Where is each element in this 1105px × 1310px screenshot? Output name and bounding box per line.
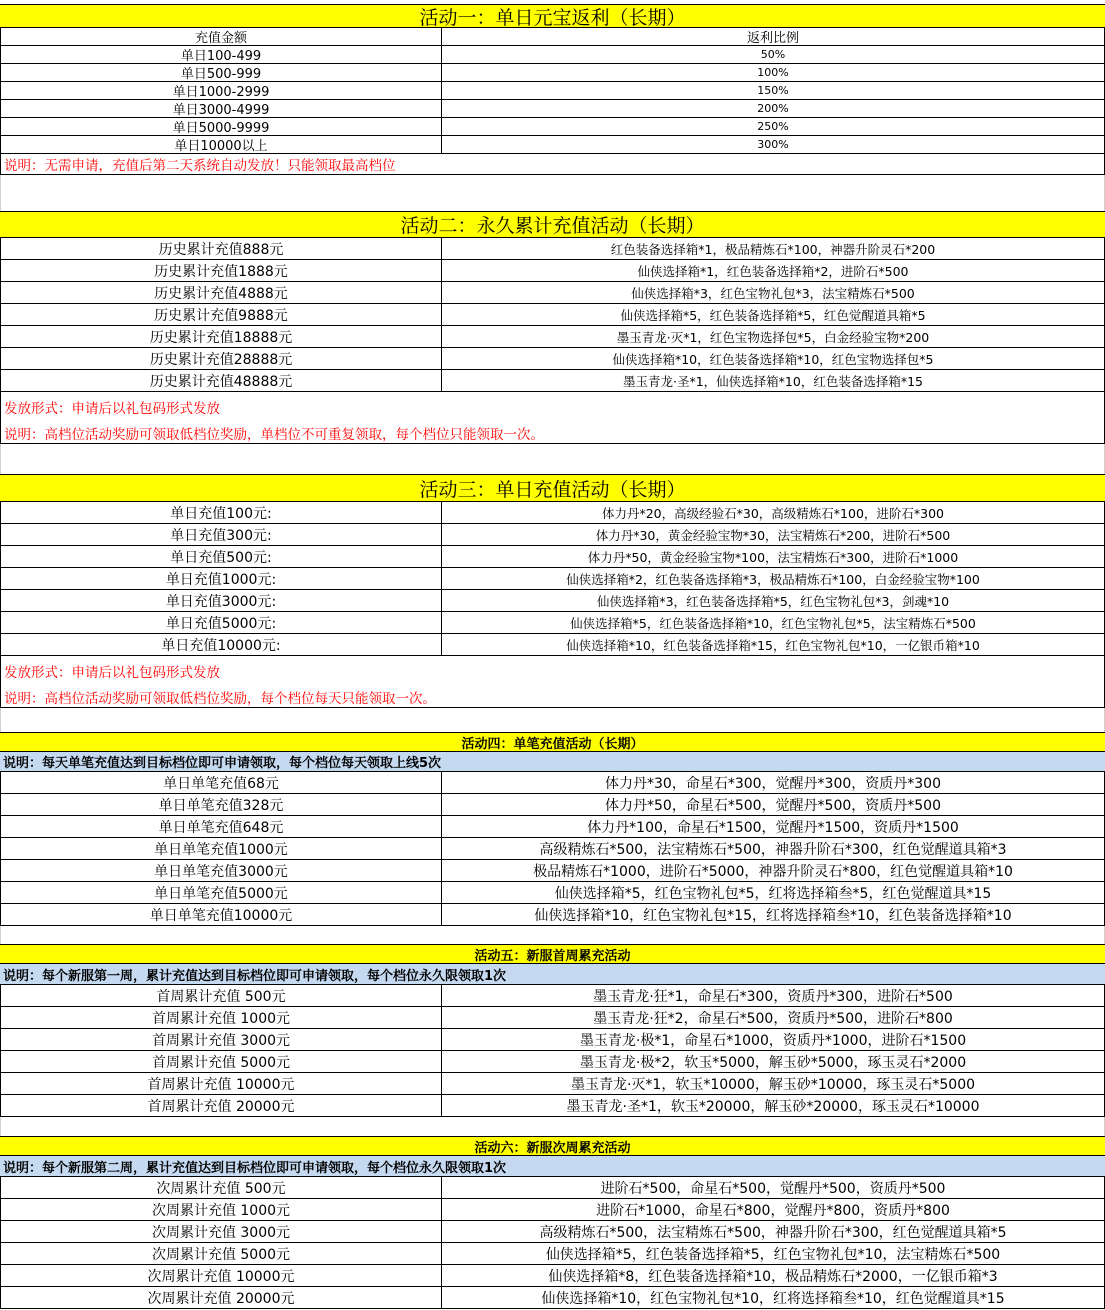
act1-table-row bbox=[0, 46, 1105, 64]
act3-note1-text: 发放形式：申请后以礼包码形式发放 bbox=[4, 665, 220, 681]
act6-reward-cell: 进阶石*1000，命星石*800，觉醒丹*800，资质丹*800 bbox=[442, 1199, 1105, 1220]
act3-tier-cell: 单日充值1000元: bbox=[0, 568, 442, 589]
act6-tier-cell: 次周累计充值 500元 bbox=[0, 1177, 442, 1198]
act6-reward-cell: 仙侠选择箱*10，红色宝物礼包*10，红将选择箱叁*10，红色觉醒道具*15 bbox=[442, 1287, 1105, 1308]
act5-tier-cell: 首周累计充值 5000元 bbox=[0, 1051, 442, 1072]
act6-title-text: 活动六：新服次周累充活动 bbox=[474, 1140, 631, 1156]
act6-table-row bbox=[0, 1199, 1105, 1221]
act1-reward-cell: 250% bbox=[442, 118, 1105, 135]
spacer bbox=[0, 708, 1105, 732]
act2-tier-cell: 历史累计充值48888元 bbox=[0, 370, 442, 391]
act1-reward-cell: 150% bbox=[442, 82, 1105, 99]
spacer bbox=[0, 175, 1105, 211]
act1-note-text: 说明：无需申请，充值后第二天系统自动发放！只能领取最高档位 bbox=[4, 158, 396, 174]
act5-tier-cell: 首周累计充值 500元 bbox=[0, 985, 442, 1006]
act1-note bbox=[0, 154, 1105, 175]
act2-reward-cell: 墨玉青龙·灭*1，红色宝物选择包*5，白金经验宝物*200 bbox=[442, 326, 1105, 347]
act3-note2 bbox=[0, 686, 1105, 708]
act2-tier-cell: 历史累计充值9888元 bbox=[0, 304, 442, 325]
act3-table-row bbox=[0, 546, 1105, 568]
act6-table-row bbox=[0, 1221, 1105, 1243]
act6-tier-cell: 次周累计充值 5000元 bbox=[0, 1243, 442, 1264]
act2-tier-cell: 历史累计充值28888元 bbox=[0, 348, 442, 369]
spacer bbox=[0, 926, 1105, 944]
act3-table-row bbox=[0, 502, 1105, 524]
act2-table-row bbox=[0, 326, 1105, 348]
act5-tier-cell: 首周累计充值 10000元 bbox=[0, 1073, 442, 1094]
act3-note2-text: 说明：高档位活动奖励可领取低档位奖励，每个档位每天只能领取一次。 bbox=[4, 690, 436, 707]
act4-table-row bbox=[0, 904, 1105, 926]
act6-table-row bbox=[0, 1287, 1105, 1309]
act2-reward-cell: 仙侠选择箱*10，红色装备选择箱*10，红色宝物选择包*5 bbox=[442, 348, 1105, 369]
act5-tier-cell: 首周累计充值 3000元 bbox=[0, 1029, 442, 1050]
act3-tier-cell: 单日充值100元: bbox=[0, 502, 442, 523]
act2-reward-cell: 墨玉青龙·圣*1，仙侠选择箱*10，红色装备选择箱*15 bbox=[442, 370, 1105, 391]
act5-tier-cell: 首周累计充值 20000元 bbox=[0, 1095, 442, 1116]
act4-tier-cell: 单日单笔充值5000元 bbox=[0, 882, 442, 903]
act5-table-row bbox=[0, 1029, 1105, 1051]
act3-title bbox=[0, 474, 1105, 502]
act3-tier-cell: 单日充值3000元: bbox=[0, 590, 442, 611]
act4-tier-cell: 单日单笔充值68元 bbox=[0, 772, 442, 793]
act2-tier-cell: 历史累计充值888元 bbox=[0, 238, 442, 259]
act1-reward-cell: 200% bbox=[442, 100, 1105, 117]
act4-reward-cell: 高级精炼石*500，法宝精炼石*500，神器升阶石*300，红色觉醒道具箱*3 bbox=[442, 838, 1105, 859]
spacer bbox=[0, 444, 1105, 474]
act1-tier-cell: 单日1000-2999 bbox=[0, 82, 442, 99]
act5-table-row bbox=[0, 1095, 1105, 1117]
act2-table-row bbox=[0, 238, 1105, 260]
act5-reward-cell: 墨玉青龙·圣*1，软玉*20000，解玉砂*20000，琢玉灵石*10000 bbox=[442, 1095, 1105, 1116]
act6-reward-cell: 进阶石*500，命星石*500，觉醒丹*500，资质丹*500 bbox=[442, 1177, 1105, 1198]
act2-title bbox=[0, 211, 1105, 238]
act2-table-row bbox=[0, 260, 1105, 282]
act5-title-text: 活动五：新服首周累充活动 bbox=[474, 948, 631, 964]
act3-reward-cell: 体力丹*50，黄金经验宝物*100，法宝精炼石*300，进阶石*1000 bbox=[442, 546, 1105, 567]
act5-desc bbox=[0, 964, 1105, 985]
act4-table-row bbox=[0, 838, 1105, 860]
act3-reward-cell: 仙侠选择箱*2，红色装备选择箱*3，极品精炼石*100，白金经验宝物*100 bbox=[442, 568, 1105, 589]
act5-reward-cell: 墨玉青龙·极*1，命星石*1000，资质丹*1000，进阶石*1500 bbox=[442, 1029, 1105, 1050]
act3-reward-cell: 仙侠选择箱*10，红色装备选择箱*15，红色宝物礼包*10，一亿银币箱*10 bbox=[442, 634, 1105, 655]
act2-note1 bbox=[0, 392, 1105, 422]
act5-table-row bbox=[0, 1051, 1105, 1073]
act6-reward-cell: 高级精炼石*500，法宝精炼石*500，神器升阶石*300，红色觉醒道具箱*5 bbox=[442, 1221, 1105, 1242]
act5-tier-cell: 首周累计充值 1000元 bbox=[0, 1007, 442, 1028]
act2-table-row bbox=[0, 282, 1105, 304]
act6-desc-text: 说明：每个新服第二周，累计充值达到目标档位即可申请领取，每个档位永久限领取1次 bbox=[3, 1160, 507, 1176]
act4-tier-cell: 单日单笔充值648元 bbox=[0, 816, 442, 837]
spacer bbox=[0, 1117, 1105, 1136]
act3-tier-cell: 单日充值500元: bbox=[0, 546, 442, 567]
act4-table-row bbox=[0, 816, 1105, 838]
act5-title bbox=[0, 944, 1105, 964]
act1-table-row bbox=[0, 64, 1105, 82]
act2-table-row bbox=[0, 304, 1105, 326]
act5-reward-cell: 墨玉青龙·灭*1，软玉*10000，解玉砂*10000，琢玉灵石*5000 bbox=[442, 1073, 1105, 1094]
act3-tier-cell: 单日充值10000元: bbox=[0, 634, 442, 655]
act6-table-row bbox=[0, 1177, 1105, 1199]
act1-reward-cell: 300% bbox=[442, 136, 1105, 153]
act1-table-row bbox=[0, 100, 1105, 118]
act4-tier-cell: 单日单笔充值1000元 bbox=[0, 838, 442, 859]
act2-table-row bbox=[0, 370, 1105, 392]
act1-reward-cell: 100% bbox=[442, 64, 1105, 81]
act4-table-row bbox=[0, 860, 1105, 882]
act1-table-row bbox=[0, 118, 1105, 136]
act2-reward-cell: 红色装备选择箱*1，极品精炼石*100，神器升阶灵石*200 bbox=[442, 238, 1105, 259]
act1-title-text: 活动一：单日元宝返利（长期） bbox=[419, 6, 686, 29]
act4-tier-cell: 单日单笔充值10000元 bbox=[0, 904, 442, 925]
act5-reward-cell: 墨玉青龙·狂*2，命星石*500，资质丹*500，进阶石*800 bbox=[442, 1007, 1105, 1028]
act1-header-row bbox=[0, 28, 1105, 46]
act5-reward-cell: 墨玉青龙·极*2，软玉*5000，解玉砂*5000，琢玉灵石*2000 bbox=[442, 1051, 1105, 1072]
act2-note1-text: 发放形式：申请后以礼包码形式发放 bbox=[4, 401, 220, 417]
act6-tier-cell: 次周累计充值 20000元 bbox=[0, 1287, 442, 1308]
act1-tier-cell: 单日500-999 bbox=[0, 64, 442, 81]
act4-table-row bbox=[0, 794, 1105, 816]
act4-desc-text: 说明：每天单笔充值达到目标档位即可申请领取，每个档位每天领取上线5次 bbox=[3, 756, 442, 771]
act4-reward-cell: 仙侠选择箱*10，红色宝物礼包*15，红将选择箱叁*10，红色装备选择箱*10 bbox=[442, 904, 1105, 925]
act3-reward-cell: 仙侠选择箱*3，红色装备选择箱*5，红色宝物礼包*3，剑魂*10 bbox=[442, 590, 1105, 611]
act4-title-text: 活动四：单笔充值活动（长期） bbox=[461, 736, 644, 752]
act1-header-ratio: 返利比例 bbox=[442, 28, 1105, 45]
act2-table-row bbox=[0, 348, 1105, 370]
act6-table-row bbox=[0, 1243, 1105, 1265]
act3-note1 bbox=[0, 656, 1105, 686]
act3-table-row bbox=[0, 524, 1105, 546]
act4-reward-cell: 体力丹*100，命星石*1500，觉醒丹*1500，资质丹*1500 bbox=[442, 816, 1105, 837]
act2-reward-cell: 仙侠选择箱*1，红色装备选择箱*2，进阶石*500 bbox=[442, 260, 1105, 281]
act1-tier-cell: 单日3000-4999 bbox=[0, 100, 442, 117]
act6-title bbox=[0, 1136, 1105, 1156]
act2-note2-text: 说明：高档位活动奖励可领取低档位奖励，单档位不可重复领取，每个档位只能领取一次。 bbox=[4, 426, 544, 443]
act3-reward-cell: 体力丹*20，高级经验石*30，高级精炼石*100，进阶石*300 bbox=[442, 502, 1105, 523]
act3-table-row bbox=[0, 568, 1105, 590]
act6-desc bbox=[0, 1156, 1105, 1177]
act6-tier-cell: 次周累计充值 10000元 bbox=[0, 1265, 442, 1286]
act4-tier-cell: 单日单笔充值3000元 bbox=[0, 860, 442, 881]
act1-tier-cell: 单日100-499 bbox=[0, 46, 442, 63]
act5-desc-text: 说明：每个新服第一周，累计充值达到目标档位即可申请领取，每个档位永久限领取1次 bbox=[3, 968, 507, 984]
act4-tier-cell: 单日单笔充值328元 bbox=[0, 794, 442, 815]
act4-desc bbox=[0, 752, 1105, 772]
act4-table-row bbox=[0, 772, 1105, 794]
act2-tier-cell: 历史累计充值18888元 bbox=[0, 326, 442, 347]
act1-tier-cell: 单日10000以上 bbox=[0, 136, 442, 153]
act2-note2 bbox=[0, 422, 1105, 444]
act1-table-row bbox=[0, 136, 1105, 154]
act5-table-row bbox=[0, 1073, 1105, 1095]
act3-title-text: 活动三：单日充值活动（长期） bbox=[419, 478, 686, 501]
act3-reward-cell: 体力丹*30，黄金经验宝物*30，法宝精炼石*200，进阶石*500 bbox=[442, 524, 1105, 545]
act3-table-row bbox=[0, 634, 1105, 656]
act1-reward-cell: 50% bbox=[442, 46, 1105, 63]
act1-table-row bbox=[0, 82, 1105, 100]
act3-table-row bbox=[0, 612, 1105, 634]
act6-tier-cell: 次周累计充值 3000元 bbox=[0, 1221, 442, 1242]
act5-table-row bbox=[0, 985, 1105, 1007]
act4-reward-cell: 极品精炼石*1000，进阶石*5000，神器升阶灵石*800，红色觉醒道具箱*10 bbox=[442, 860, 1105, 881]
act1-tier-cell: 单日5000-9999 bbox=[0, 118, 442, 135]
act2-title-text: 活动二：永久累计充值活动（长期） bbox=[400, 215, 705, 237]
act3-tier-cell: 单日充值5000元: bbox=[0, 612, 442, 633]
act5-reward-cell: 墨玉青龙·狂*1，命星石*300，资质丹*300，进阶石*500 bbox=[442, 985, 1105, 1006]
act6-table-row bbox=[0, 1265, 1105, 1287]
act3-table-row bbox=[0, 590, 1105, 612]
act4-reward-cell: 体力丹*50，命星石*500，觉醒丹*500，资质丹*500 bbox=[442, 794, 1105, 815]
act6-reward-cell: 仙侠选择箱*5，红色装备选择箱*5，红色宝物礼包*10，法宝精炼石*500 bbox=[442, 1243, 1105, 1264]
act2-reward-cell: 仙侠选择箱*5，红色装备选择箱*5，红色觉醒道具箱*5 bbox=[442, 304, 1105, 325]
act2-reward-cell: 仙侠选择箱*3，红色宝物礼包*3，法宝精炼石*500 bbox=[442, 282, 1105, 303]
act6-reward-cell: 仙侠选择箱*8，红色装备选择箱*10，极品精炼石*2000，一亿银币箱*3 bbox=[442, 1265, 1105, 1286]
act2-tier-cell: 历史累计充值4888元 bbox=[0, 282, 442, 303]
act2-tier-cell: 历史累计充值1888元 bbox=[0, 260, 442, 281]
act3-tier-cell: 单日充值300元: bbox=[0, 524, 442, 545]
act4-title bbox=[0, 732, 1105, 752]
act1-header-amount: 充值金额 bbox=[0, 28, 442, 45]
act5-table-row bbox=[0, 1007, 1105, 1029]
act4-reward-cell: 仙侠选择箱*5，红色宝物礼包*5，红将选择箱叁*5，红色觉醒道具*15 bbox=[442, 882, 1105, 903]
act1-title bbox=[0, 4, 1105, 28]
act4-reward-cell: 体力丹*30，命星石*300，觉醒丹*300，资质丹*300 bbox=[442, 772, 1105, 793]
act6-tier-cell: 次周累计充值 1000元 bbox=[0, 1199, 442, 1220]
act3-reward-cell: 仙侠选择箱*5，红色装备选择箱*10，红色宝物礼包*5，法宝精炼石*500 bbox=[442, 612, 1105, 633]
act4-table-row bbox=[0, 882, 1105, 904]
